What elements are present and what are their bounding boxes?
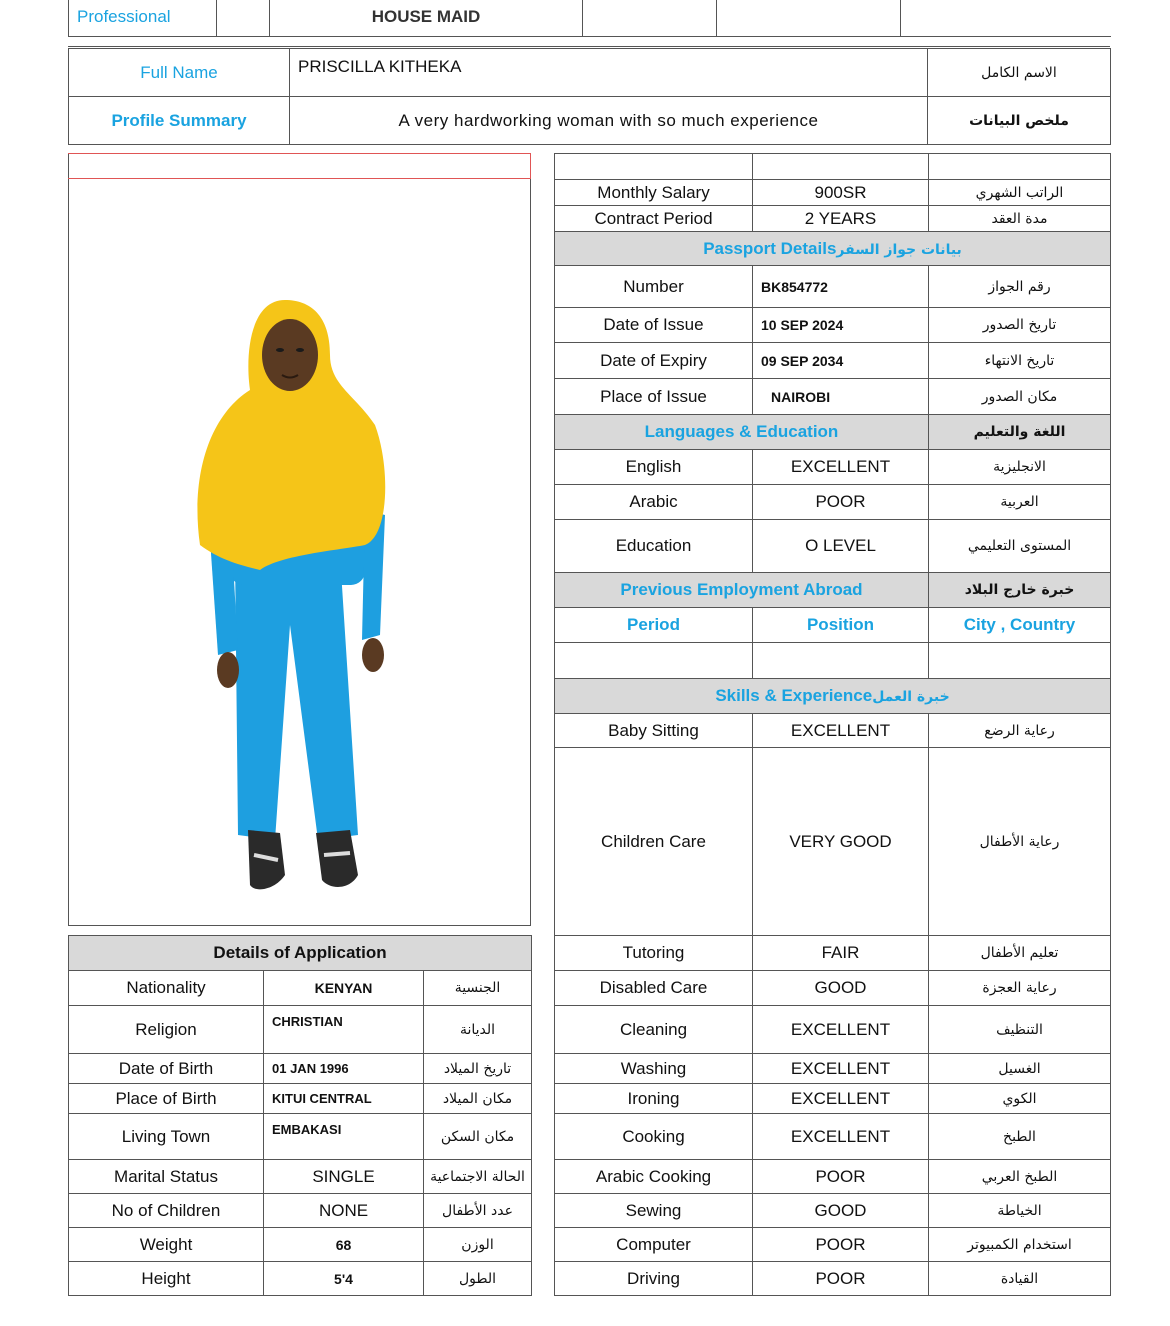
- skill-arabic: رعاية العجزة: [929, 971, 1111, 1006]
- passport-number-value: BK854772: [753, 266, 929, 308]
- employment-col-period: Period: [555, 608, 753, 643]
- skill-arabic: الطبخ: [929, 1114, 1111, 1160]
- expiry-date-label: Date of Expiry: [555, 343, 753, 379]
- skill-label: Children Care: [555, 748, 753, 936]
- red-frame-line: [68, 153, 531, 179]
- salary-value: 900SR: [753, 180, 929, 206]
- skill-value: POOR: [753, 1160, 929, 1194]
- education-label: Education: [555, 520, 753, 573]
- marital-status-label: Marital Status: [69, 1160, 264, 1194]
- issue-place-value: NAIROBI: [753, 379, 929, 415]
- religion-arabic: الديانة: [424, 1006, 532, 1054]
- skill-value: FAIR: [753, 936, 929, 971]
- skill-arabic: الكوي: [929, 1084, 1111, 1114]
- contract-period-value: 2 YEARS: [753, 206, 929, 232]
- skill-value: GOOD: [753, 971, 929, 1006]
- arabic-label: Arabic: [555, 485, 753, 520]
- skill-value: EXCELLENT: [753, 1114, 929, 1160]
- living-town-arabic: مكان السكن: [424, 1114, 532, 1160]
- skill-label: Washing: [555, 1054, 753, 1084]
- issue-place-label: Place of Issue: [555, 379, 753, 415]
- children-value: NONE: [264, 1194, 424, 1228]
- skills-heading: [555, 679, 1111, 714]
- skill-label: Driving: [555, 1262, 753, 1296]
- nationality-label: Nationality: [69, 971, 264, 1006]
- application-heading: Details of Application: [69, 936, 532, 971]
- living-town-label: Living Town: [69, 1114, 264, 1160]
- english-value: EXCELLENT: [753, 450, 929, 485]
- issue-place-arabic: مكان الصدور: [929, 379, 1111, 415]
- skill-label: Ironing: [555, 1084, 753, 1114]
- employment-heading: Previous Employment Abroad: [555, 573, 929, 608]
- skill-value: GOOD: [753, 1194, 929, 1228]
- issue-date-arabic: تاريخ الصدور: [929, 308, 1111, 343]
- skill-arabic: القيادة: [929, 1262, 1111, 1296]
- skill-label: Cooking: [555, 1114, 753, 1160]
- info-table: [554, 153, 1111, 1296]
- skill-arabic: استخدام الكمبيوتر: [929, 1228, 1111, 1262]
- empty-cell: [217, 0, 270, 36]
- skill-label: Baby Sitting: [555, 714, 753, 748]
- pob-value: KITUI CENTRAL: [264, 1084, 424, 1114]
- skills-heading-en: Skills & Experience: [715, 686, 873, 705]
- living-town-value: EMBAKASI: [264, 1114, 424, 1160]
- height-arabic: الطول: [424, 1262, 532, 1296]
- skill-label: Computer: [555, 1228, 753, 1262]
- nationality-arabic: الجنسية: [424, 971, 532, 1006]
- contract-row: [555, 180, 1111, 206]
- religion-label: Religion: [69, 1006, 264, 1054]
- passport-heading-en: Passport Details: [703, 238, 837, 258]
- pob-arabic: مكان الميلاد: [424, 1084, 532, 1114]
- contract-period-arabic: مدة العقد: [929, 206, 1111, 232]
- arabic-value: POOR: [753, 485, 929, 520]
- skill-label: Disabled Care: [555, 971, 753, 1006]
- empty-cell: [717, 0, 901, 36]
- skill-label: Sewing: [555, 1194, 753, 1228]
- passport-number-arabic: رقم الجواز: [929, 266, 1111, 308]
- skill-arabic: الغسيل: [929, 1054, 1111, 1084]
- skill-arabic: رعاية الأطفال: [929, 748, 1111, 936]
- empty-cell: [583, 0, 717, 36]
- empty-cell: [901, 0, 1111, 36]
- contract-period-label: Contract Period: [555, 206, 753, 232]
- passport-heading-ar: بيانات جواز السفر: [836, 241, 962, 258]
- expiry-date-arabic: تاريخ الانتهاء: [929, 343, 1111, 379]
- employment-heading-arabic: خبرة خارج البلاد: [929, 573, 1111, 608]
- weight-value: 68: [264, 1228, 424, 1262]
- profile-summary-label: Profile Summary: [69, 97, 290, 145]
- salary-label: Monthly Salary: [555, 180, 753, 206]
- skill-value: EXCELLENT: [753, 714, 929, 748]
- skill-arabic: التنظيف: [929, 1006, 1111, 1054]
- skill-arabic: الطبخ العربي: [929, 1160, 1111, 1194]
- passport-heading: [555, 232, 1111, 266]
- contract-row: [555, 206, 1111, 232]
- employment-col-city: City , Country: [929, 608, 1111, 643]
- applicant-photo: [190, 295, 390, 895]
- skill-value: POOR: [753, 1228, 929, 1262]
- profile-summary-arabic: ملخص البيانات: [928, 97, 1111, 145]
- education-value: O LEVEL: [753, 520, 929, 573]
- skill-label: Arabic Cooking: [555, 1160, 753, 1194]
- skill-label: Tutoring: [555, 936, 753, 971]
- weight-label: Weight: [69, 1228, 264, 1262]
- expiry-date-value: 09 SEP 2034: [753, 343, 929, 379]
- professional-label: Professional: [69, 0, 217, 36]
- skill-arabic: رعاية الرضع: [929, 714, 1111, 748]
- full-name-arabic: الاسم الكامل: [928, 49, 1111, 97]
- skill-label: Cleaning: [555, 1006, 753, 1054]
- arabic-arabic: العربية: [929, 485, 1111, 520]
- issue-date-label: Date of Issue: [555, 308, 753, 343]
- weight-arabic: الوزن: [424, 1228, 532, 1262]
- dob-arabic: تاريخ الميلاد: [424, 1054, 532, 1084]
- salary-arabic: الراتب الشهري: [929, 180, 1111, 206]
- divider: [68, 46, 1110, 47]
- marital-status-arabic: الحالة الاجتماعية: [424, 1160, 532, 1194]
- skill-value: VERY GOOD: [753, 748, 929, 936]
- top-header-table: [68, 0, 1111, 37]
- education-arabic: المستوى التعليمي: [929, 520, 1111, 573]
- languages-heading: Languages & Education: [555, 415, 929, 450]
- dob-label: Date of Birth: [69, 1054, 264, 1084]
- children-label: No of Children: [69, 1194, 264, 1228]
- skill-value: EXCELLENT: [753, 1006, 929, 1054]
- profile-summary-value: A very hardworking woman with so much experience: [290, 97, 928, 145]
- issue-date-value: 10 SEP 2024: [753, 308, 929, 343]
- pob-label: Place of Birth: [69, 1084, 264, 1114]
- skill-arabic: تعليم الأطفال: [929, 936, 1111, 971]
- languages-heading-arabic: اللغة والتعليم: [929, 415, 1111, 450]
- marital-status-value: SINGLE: [264, 1160, 424, 1194]
- employment-col-position: Position: [753, 608, 929, 643]
- application-table: [68, 935, 532, 1296]
- position-value: HOUSE MAID: [270, 0, 583, 36]
- skill-value: EXCELLENT: [753, 1084, 929, 1114]
- height-value: 5'4: [264, 1262, 424, 1296]
- dob-value: 01 JAN 1996: [264, 1054, 424, 1084]
- children-arabic: عدد الأطفال: [424, 1194, 532, 1228]
- full-name-value: PRISCILLA KITHEKA: [290, 49, 928, 97]
- passport-number-label: Number: [555, 266, 753, 308]
- skill-value: POOR: [753, 1262, 929, 1296]
- skill-value: EXCELLENT: [753, 1054, 929, 1084]
- religion-value: CHRISTIAN: [264, 1006, 424, 1054]
- english-label: English: [555, 450, 753, 485]
- skill-arabic: الخياطة: [929, 1194, 1111, 1228]
- skills-heading-ar: خبرة العمل: [872, 689, 950, 705]
- height-label: Height: [69, 1262, 264, 1296]
- name-summary-table: [68, 48, 1111, 145]
- nationality-value: KENYAN: [264, 971, 424, 1006]
- english-arabic: الانجليزية: [929, 450, 1111, 485]
- full-name-label: Full Name: [69, 49, 290, 97]
